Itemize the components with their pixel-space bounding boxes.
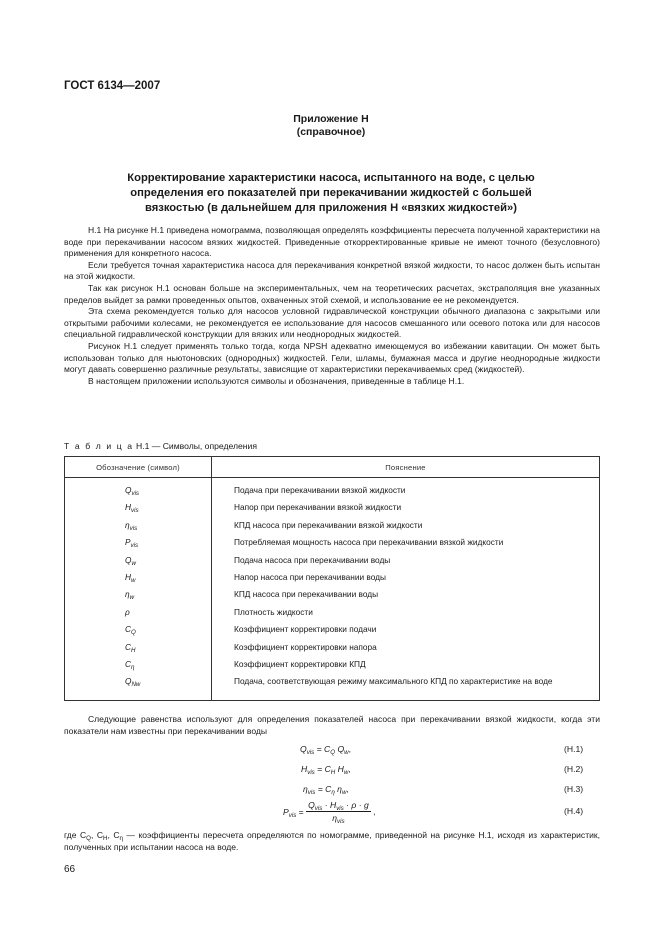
symbol-subscript: vis bbox=[131, 507, 139, 515]
table-row bbox=[65, 640, 600, 657]
explanation-cell: Напор при перекачивании вязкой жидкости bbox=[234, 502, 402, 513]
table-row bbox=[65, 500, 600, 517]
explanation-cell: Подача насоса при перекачивании воды bbox=[234, 554, 391, 565]
symbol: Q bbox=[125, 554, 132, 565]
equations-intro bbox=[64, 713, 600, 737]
header-symbol: Обозначение (символ) bbox=[65, 457, 212, 478]
paragraph: Если требуется точная характеристика насоса для перекачивания конкретной вязкой жидкости, то насос должен быть испытан на этой жидкости. bbox=[64, 259, 600, 282]
explanation-cell: Коэффициент корректировки КПД bbox=[234, 658, 366, 669]
table-row bbox=[65, 535, 600, 552]
symbol-cell bbox=[65, 478, 212, 501]
table-row bbox=[65, 674, 600, 700]
table-row bbox=[65, 587, 600, 604]
symbol-cell bbox=[65, 535, 212, 552]
explanation-cell: Коэффициент корректировки подачи bbox=[234, 624, 377, 635]
annex-title bbox=[110, 171, 552, 216]
explanation-cell: КПД насоса при перекачивании вязкой жидкости bbox=[234, 519, 423, 530]
equation-number: (Н.4) bbox=[564, 806, 584, 816]
symbol-cell bbox=[65, 518, 212, 535]
equation-number: (Н.2) bbox=[564, 764, 584, 774]
symbol-subscript: η bbox=[131, 663, 135, 671]
explanation-cell: Потребляемая мощность насоса при перекачивании вязкой жидкости bbox=[234, 537, 504, 548]
symbols-table bbox=[64, 456, 600, 701]
symbol-cell bbox=[65, 674, 212, 700]
table-caption-text: Н.1 — Символы, определения bbox=[133, 441, 257, 451]
symbol-subscript: Nw bbox=[131, 681, 141, 689]
document-header: ГОСТ 6134—2007 bbox=[64, 80, 161, 92]
symbol-cell bbox=[65, 640, 212, 657]
symbol-cell bbox=[65, 587, 212, 604]
explanation-cell: Коэффициент корректировки напора bbox=[234, 641, 377, 652]
annex-body bbox=[64, 225, 600, 387]
explanation-cell: Подача при перекачивании вязкой жидкости bbox=[234, 485, 406, 495]
symbol: η bbox=[125, 519, 130, 530]
symbol: C bbox=[125, 641, 131, 652]
paragraph: В настоящем приложении используются символы и обозначения, приведенные в таблице Н.1. bbox=[88, 375, 465, 386]
symbol: H bbox=[125, 502, 131, 513]
symbol-cell bbox=[65, 605, 212, 622]
equation-number: (Н.3) bbox=[564, 784, 584, 794]
symbol-subscript: w bbox=[131, 576, 136, 584]
paragraph: Н.1 На рисунке Н.1 приведена номограмма, позволяющая определять коэффициенты пересчета полученной характеристики на воде при перекачивании насосом вязких жидкостей. Приведенные откорректированные кривые не имеют точного (безусловного) применения для конкретного насоса. bbox=[64, 225, 600, 259]
paragraph: Рисунок Н.1 следует применять только тогда, когда NPSH адекватно имеющемуся во избежании кавитации. Он может быть использован только для ньютоновских (однородных) жидкостей. Гели, шламы, бумажная масса и другие неоднородные жидкости могут давать совершенно различные результаты, зависящие от характеристики перекачиваемых сред (жидкостей). bbox=[64, 340, 600, 375]
equation-h2: $H_{vis} = C_H$ $H_w$, bbox=[301, 764, 351, 776]
symbol: P bbox=[125, 537, 131, 548]
table-row bbox=[65, 605, 600, 622]
table-row bbox=[65, 622, 600, 639]
table-row bbox=[65, 518, 600, 535]
table-row bbox=[65, 570, 600, 587]
table-caption bbox=[64, 441, 257, 451]
symbol: C bbox=[125, 624, 131, 635]
header-explanation: Пояснение bbox=[212, 457, 600, 478]
annex-title-line: Корректирование характеристики насоса, испытанного на воде, с целью bbox=[127, 172, 535, 184]
annex-title-line: вязкостью (в дальнейшем для приложения Н «вязких жидкостей») bbox=[145, 202, 517, 214]
table-row bbox=[65, 657, 600, 674]
symbol-cell bbox=[65, 657, 212, 674]
symbol-cell bbox=[65, 570, 212, 587]
table-row bbox=[65, 553, 600, 570]
equation-h1: $Q_{vis} = C_Q$ $Q_w$, bbox=[300, 744, 352, 756]
symbol-cell bbox=[65, 500, 212, 517]
symbol: Q bbox=[125, 485, 132, 495]
symbol-subscript: vis bbox=[129, 524, 138, 532]
equation-h3: $\eta_{vis} = C_\eta$ $\eta_w$, bbox=[303, 784, 349, 796]
paragraph: Так как рисунок Н.1 основан больше на экспериментальных, чем на теоретических расчетах, экстраполяция вне указанных пределов выйдет за рамки проведенных опытов, охваченных этой схемой, и использование ее не рекомендуется. bbox=[64, 282, 600, 305]
symbol-subscript: vis bbox=[131, 490, 140, 497]
paragraph: Эта схема рекомендуется только для насосов условной гидравлической конструкции обычного диапазона с закрытыми или открытыми рабочими колесами, не рекомендуется ее использование для насосов смешанного или осевого потока или для насосов специальной гидравлической конструкции для вязких или неоднородных жидкостей. bbox=[64, 306, 600, 340]
symbol: C bbox=[125, 658, 131, 669]
coefficients-note: где $C_Q$, $C_H$, $C_\eta$ — коэффициенты пересчета определяются по номограмме, приведенной на рисунке Н.1, исходя из характеристик, полученных при испытании насоса на воде. bbox=[64, 830, 600, 852]
explanation-cell: Плотность жидкости bbox=[234, 606, 313, 617]
annex-kind: (справочное) bbox=[296, 126, 366, 138]
table-caption-prefix: Т а б л и ц а bbox=[64, 441, 134, 451]
symbol: ρ bbox=[125, 606, 130, 617]
explanation-cell: Напор насоса при перекачивании воды bbox=[234, 571, 386, 582]
page-number: 66 bbox=[64, 864, 76, 875]
symbol: H bbox=[125, 571, 131, 582]
symbol: Q bbox=[125, 676, 132, 687]
equation-fraction: $\frac{Q_{vis} \cdot H_{vis} \cdot \rho \cdot g}{\eta_{vis}}$ bbox=[308, 800, 369, 825]
symbol-subscript: Q bbox=[131, 629, 136, 637]
explanation-cell: КПД насоса при перекачивании воды bbox=[234, 589, 379, 600]
table-row bbox=[65, 478, 600, 501]
symbol-subscript: w bbox=[131, 559, 136, 567]
symbol-subscript: w bbox=[129, 594, 135, 602]
symbol-subscript: vis bbox=[130, 542, 139, 550]
symbol: η bbox=[125, 589, 130, 600]
annex-title-line: определения его показателей при перекачивании жидкостей с большей bbox=[130, 187, 532, 199]
annex-name: Приложение Н bbox=[293, 113, 369, 125]
paragraph: Следующие равенства используют для определения показателей насоса при перекачивании вязкой жидкости, когда эти показатели нам известны при перекачивании воды bbox=[64, 714, 600, 736]
symbol-subscript: H bbox=[131, 646, 136, 654]
explanation-cell: Подача, соответствующая режиму максимального КПД по характеристике на воде bbox=[234, 676, 553, 687]
equation-h4: $P_{vis}$ = $\frac{Q_{vis} \cdot H_{vis} \cdot \rho \cdot g}{\eta_{vis}}$ , bbox=[283, 800, 376, 825]
symbol-cell bbox=[65, 622, 212, 639]
symbol-cell bbox=[65, 553, 212, 570]
table-header-row bbox=[65, 457, 600, 478]
equation-number: (Н.1) bbox=[564, 744, 584, 754]
